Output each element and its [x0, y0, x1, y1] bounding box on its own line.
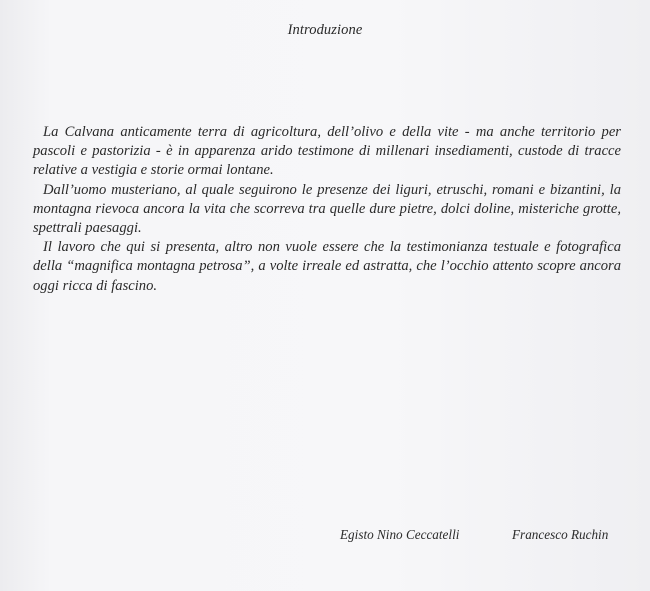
paragraph-3: Il lavoro che qui si presenta, altro non vuole essere che la testimonianza testuale e fotografica della “magnifica montagna petrosa”, a volte irreale ed astratta, che l’occhio attento scopre ancora oggi ricca di fascino. [33, 239, 621, 294]
page-title: Introduzione [287, 22, 363, 38]
introduction-body [33, 123, 621, 296]
paragraph-2: Dall’uomo musteriano, al quale seguirono le presenze dei liguri, etruschi, romani e bizantini, la montagna rievoca ancora la vita che scorreva tra quelle dure pietre, dolci doline, misteriche grotte, spettrali paesaggi. [33, 181, 621, 237]
author-signature-ruchin: Francesco Ruchin [512, 527, 609, 542]
paragraph-1: La Calvana anticamente terra di agricoltura, dell’olivo e della vite - ma anche territorio per pascoli e pastorizia - è in apparenza arido testimone di millenari insediamenti, custode di tracce relative a vestigia e storie ormai lontane. [33, 124, 621, 179]
author-signature-ceccatelli: Egisto Nino Ceccatelli [340, 527, 460, 542]
